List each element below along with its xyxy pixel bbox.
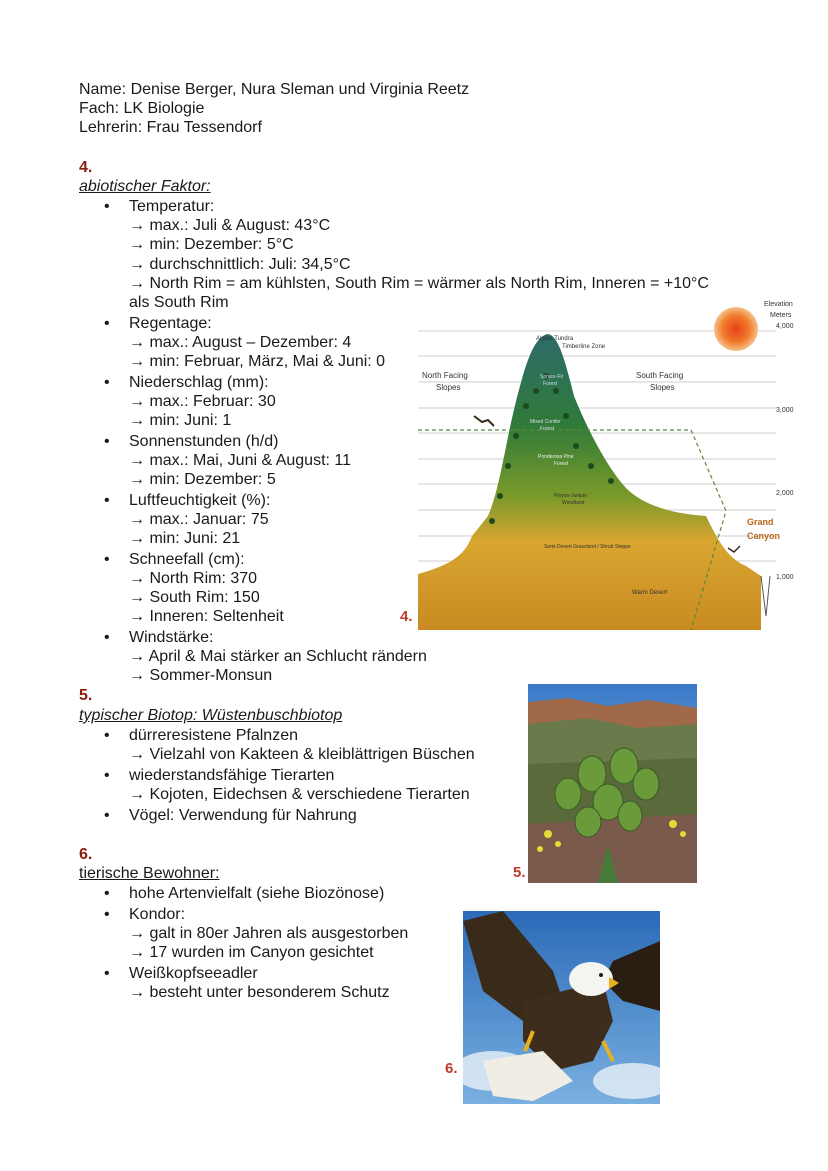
bullet-icon: • — [104, 727, 110, 744]
bullet-icon: • — [104, 629, 110, 646]
north-facing-label: North Facing — [422, 371, 468, 380]
temperature-min: → min: Dezember: 5°C — [129, 236, 294, 253]
sunshine-min: → min: Dezember: 5 — [129, 471, 276, 488]
elevation-axis-title: Elevation — [764, 301, 793, 308]
snowfall-label: Schneefall (cm): — [129, 551, 245, 568]
bullet-icon: • — [104, 433, 110, 450]
figure-6-label: 6. — [445, 1060, 458, 1077]
bird-icon — [728, 546, 740, 552]
grand-canyon-label: Grand — [747, 517, 774, 527]
tick-4000: 4,000 — [776, 323, 794, 330]
temperature-label: Temperatur: — [129, 198, 215, 215]
zone-ponderosa-2: Forest — [554, 461, 569, 467]
bullet-icon: • — [104, 767, 110, 784]
figure-5-label: 5. — [513, 864, 526, 881]
mountain-profile — [418, 334, 761, 630]
wind-april-may: → April & Mai stärker an Schlucht rändern — [129, 648, 427, 665]
zone-warm-desert: Warm Desert — [632, 590, 668, 596]
elevation-axis-unit: Meters — [770, 312, 792, 319]
condor-sighted: → 17 wurden im Canyon gesichtet — [129, 944, 374, 961]
section-4-number: 4. — [79, 159, 93, 176]
grand-canyon-label-2: Canyon — [747, 531, 781, 541]
wind-label: Windstärke: — [129, 629, 214, 646]
section-6-number: 6. — [79, 846, 93, 863]
south-facing-label-2: Slopes — [650, 383, 675, 392]
figure-4-label: 4. — [400, 608, 413, 625]
section-4-heading: abiotischer Faktor: — [79, 178, 211, 195]
bullet-icon: • — [104, 315, 110, 332]
biotope-animals: wiederstandsfähige Tierarten — [129, 767, 335, 784]
sun-icon — [714, 307, 758, 351]
bullet-icon: • — [104, 551, 110, 568]
bald-eagle-label: Weißkopfseeadler — [129, 965, 258, 982]
species-diversity: hohe Artenvielfalt (siehe Biozönose) — [129, 885, 385, 902]
bald-eagle-protection: → besteht unter besonderem Schutz — [129, 984, 390, 1001]
bald-eagle-photo — [463, 911, 660, 1104]
snowfall-inner: → Inneren: Seltenheit — [129, 608, 284, 625]
zone-timberline: Timberline Zone — [562, 344, 606, 350]
condor-extinct: → galt in 80er Jahren als ausgestorben — [129, 925, 409, 942]
bullet-icon: • — [104, 492, 110, 509]
bullet-icon: • — [104, 885, 110, 902]
zone-pinyon-2: Woodland — [562, 500, 585, 506]
zone-spruce-fir-2: Forest — [543, 381, 558, 387]
biotope-birds: Vögel: Verwendung für Nahrung — [129, 807, 357, 824]
biotope-plants-detail: → Vielzahl von Kakteen & kleiblättrigen Büschen — [129, 746, 475, 763]
temperature-rims-cont: als South Rim — [129, 294, 229, 311]
humidity-label: Luftfeuchtigkeit (%): — [129, 492, 271, 509]
zone-mixed-conifer: Mixed Conifer — [530, 419, 561, 425]
snowfall-north: → North Rim: 370 — [129, 570, 258, 587]
cactus-photo — [528, 684, 697, 883]
snowfall-south: → South Rim: 150 — [129, 589, 260, 606]
canyon-gorge — [761, 576, 770, 616]
rain-days-max: → max.: August – Dezember: 4 — [129, 334, 352, 351]
bullet-icon: • — [104, 198, 110, 215]
zone-ponderosa: Ponderosa Pine — [538, 454, 574, 460]
section-5-heading: typischer Biotop: Wüstenbuschbiotop — [79, 707, 343, 724]
sunshine-max: → max.: Mai, Juni & August: 11 — [129, 452, 352, 469]
south-facing-label: South Facing — [636, 371, 684, 380]
rain-days-min: → min: Februar, März, Mai & Juni: 0 — [129, 353, 386, 370]
tick-3000: 3,000 — [776, 407, 794, 414]
author-names: Name: Denise Berger, Nura Sleman und Virginia Reetz — [79, 81, 470, 98]
elevation-zone-diagram — [416, 296, 798, 630]
wind-monsoon: → Sommer-Monsun — [129, 667, 273, 684]
tick-2000: 2,000 — [776, 490, 794, 497]
bullet-icon: • — [104, 807, 110, 824]
zone-grassland: Semi-Desert Grassland / Shrub Steppe — [544, 544, 631, 550]
temperature-average: → durchschnittlich: Juli: 34,5°C — [129, 256, 351, 273]
temperature-rims: → North Rim = am kühlsten, South Rim = wärmer als North Rim, Inneren = +10°C — [129, 275, 709, 292]
biotope-animals-detail: → Kojoten, Eidechsen & verschiedene Tierarten — [129, 786, 470, 803]
precipitation-max: → max.: Februar: 30 — [129, 393, 276, 410]
north-facing-label-2: Slopes — [436, 383, 461, 392]
bullet-icon: • — [104, 374, 110, 391]
rain-days-label: Regentage: — [129, 315, 212, 332]
precipitation-label: Niederschlag (mm): — [129, 374, 269, 391]
section-5-number: 5. — [79, 687, 93, 704]
precipitation-min: → min: Juni: 1 — [129, 412, 232, 429]
biotope-plants: dürreresistene Pfalnzen — [129, 727, 298, 744]
zone-mixed-conifer-2: Forest — [540, 426, 555, 432]
bird-icon — [474, 416, 494, 426]
condor-label: Kondor: — [129, 906, 186, 923]
teacher-line: Lehrerin: Frau Tessendorf — [79, 119, 262, 136]
sunshine-label: Sonnenstunden (h/d) — [129, 433, 279, 450]
bullet-icon: • — [104, 965, 110, 982]
temperature-max: → max.: Juli & August: 43°C — [129, 217, 331, 234]
subject-line: Fach: LK Biologie — [79, 100, 205, 117]
bullet-icon: • — [104, 906, 110, 923]
tick-1000: 1,000 — [776, 574, 794, 581]
zone-pinyon: Pinyon-Juniper — [554, 493, 588, 499]
zone-spruce-fir: Spruce-Fir — [540, 374, 564, 380]
section-6-heading: tierische Bewohner: — [79, 865, 220, 882]
zone-alpine-tundra: Alpine Tundra — [536, 336, 574, 342]
humidity-min: → min: Juni: 21 — [129, 530, 241, 547]
humidity-max: → max.: Januar: 75 — [129, 511, 269, 528]
